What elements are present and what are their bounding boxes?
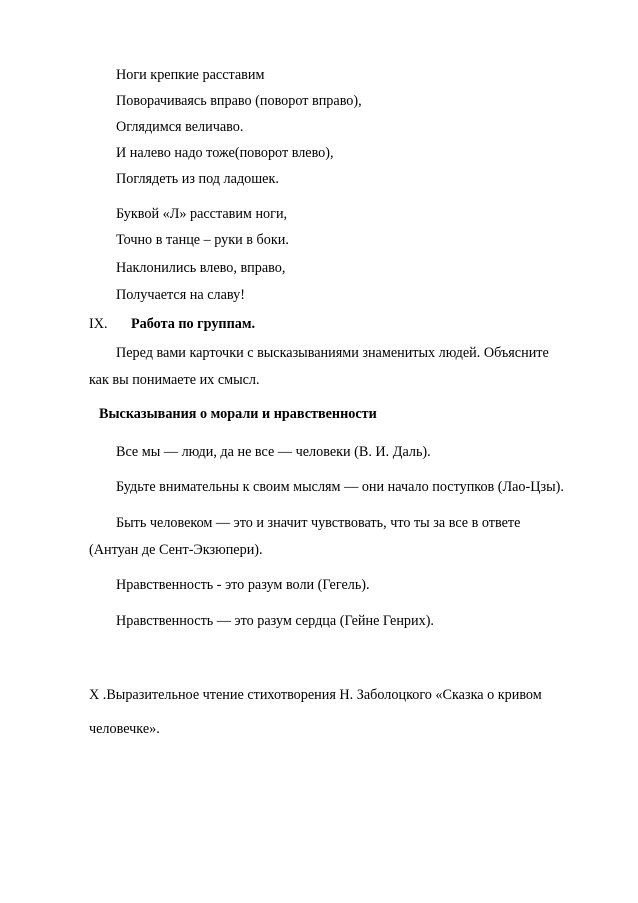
poem-line-2: Поворачиваясь вправо (поворот вправо), [116,93,362,109]
quotes-heading: Высказывания о морали и нравственности [99,406,377,422]
poem-line-6: Буквой «Л» расставим ноги, [116,206,288,222]
quote-3-line-1: Быть человеком — это и значит чувствовать, что ты за все в ответе [116,515,521,531]
poem-line-3: Оглядимся величаво. [116,119,244,135]
quote-5: Нравственность — это разум сердца (Гейне Генрих). [116,613,434,629]
section-9-number: IX. [89,316,108,332]
poem-line-1: Ноги крепкие расставим [116,67,265,83]
poem-line-4: И налево надо тоже(поворот влево), [116,145,334,161]
section-9-title: Работа по группам. [131,316,256,332]
quote-4: Нравственность - это разум воли (Гегель). [116,577,370,593]
poem-line-7: Точно в танце – руки в боки. [116,232,289,248]
quote-3-line-2: (Антуан де Сент-Экзюпери). [89,542,263,558]
quote-2: Будьте внимательны к своим мыслям — они начало поступков (Лао-Цзы). [116,479,564,495]
poem-line-9: Получается на славу! [116,287,245,303]
section-9-instruction-line-2: как вы понимаете их смысл. [89,372,260,388]
poem-line-8: Наклонились влево, вправо, [116,260,286,276]
section-10-line-2: человечке». [89,721,160,737]
quote-1: Все мы — люди, да не все — человеки (В. И. Даль). [116,444,431,460]
section-10-line-1: X .Выразительное чтение стихотворения Н. Заболоцкого «Сказка о кривом [89,687,542,703]
section-9-instruction-line-1: Перед вами карточки с высказываниями знаменитых людей. Объясните [116,345,549,361]
poem-line-5: Поглядеть из под ладошек. [116,171,279,187]
